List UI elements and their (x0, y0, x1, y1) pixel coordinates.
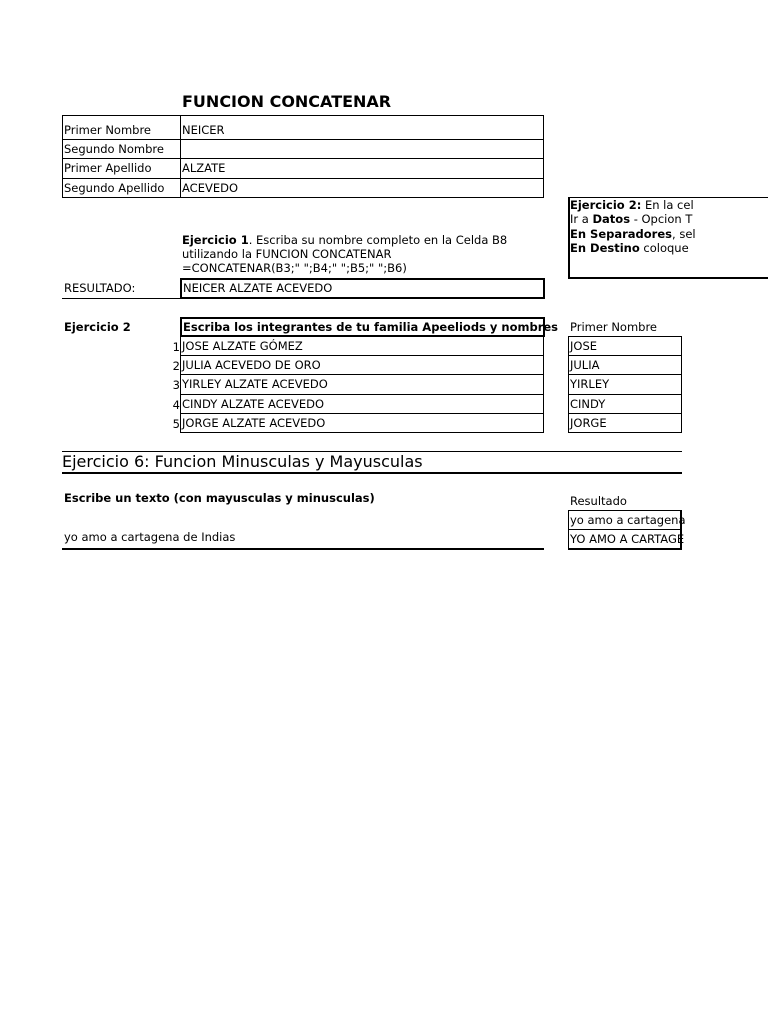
page-title: FUNCION CONCATENAR (182, 92, 392, 111)
ej6-title: Ejercicio 6: Funcion Minusculas y Mayusculas (62, 452, 423, 471)
ej2-note-line3: En Separadores, sel (570, 227, 696, 241)
family-member-4[interactable]: CINDY ALZATE ACEVEDO (182, 397, 325, 411)
field-label-segundo-nombre: Segundo Nombre (64, 142, 164, 156)
ej6-result-upper[interactable]: YO AMO A CARTAGE (570, 532, 685, 546)
row-number: 4 (172, 398, 180, 412)
ej6-result-label: Resultado (570, 494, 627, 508)
family-member-2[interactable]: JULIA ACEVEDO DE ORO (182, 358, 321, 372)
row-number: 5 (172, 417, 180, 431)
result-label: RESULTADO: (64, 281, 136, 295)
family-member-3[interactable]: YIRLEY ALZATE ACEVEDO (182, 377, 328, 391)
family-member-5[interactable]: JORGE ALZATE ACEVEDO (182, 416, 326, 430)
row-number: 1 (172, 340, 180, 354)
ej6-prompt: Escribe un texto (con mayusculas y minusculas) (64, 491, 375, 505)
first-name-3[interactable]: YIRLEY (570, 377, 610, 391)
first-name-5[interactable]: JORGE (570, 416, 607, 430)
ej2-note-line2: Ir a Datos - Opcion T (570, 212, 693, 226)
first-name-1[interactable]: JOSE (570, 339, 598, 353)
field-value-primer-nombre[interactable]: NEICER (182, 123, 225, 137)
first-name-4[interactable]: CINDY (570, 397, 606, 411)
ej1-instruction-line1: Ejercicio 1. Escriba su nombre completo en la Celda B8 (182, 233, 508, 247)
first-name-2[interactable]: JULIA (570, 358, 600, 372)
ej2-note-line1: Ejercicio 2: En la cel (570, 198, 694, 212)
row-number: 3 (172, 378, 180, 392)
family-member-1[interactable]: JOSE ALZATE GÓMEZ (182, 339, 303, 353)
ej6-input-text[interactable]: yo amo a cartagena de Indias (64, 530, 236, 544)
ej1-instruction-line2: utilizando la FUNCION CONCATENAR (182, 247, 392, 261)
ej6-input-underline (62, 548, 544, 550)
result-value: NEICER ALZATE ACEVEDO (183, 281, 333, 295)
field-label-primer-apellido: Primer Apellido (64, 161, 152, 175)
ej2-label: Ejercicio 2 (64, 320, 131, 334)
ej2-note-line4: En Destino coloque (570, 241, 689, 255)
field-value-primer-apellido[interactable]: ALZATE (182, 161, 226, 175)
field-label-primer-nombre: Primer Nombre (64, 123, 152, 137)
field-value-segundo-apellido[interactable]: ACEVEDO (182, 181, 239, 195)
field-label-segundo-apellido: Segundo Apellido (64, 181, 165, 195)
ej2-header: Escriba los integrantes de tu familia Apeeliods y nombres (183, 320, 559, 334)
row-number: 2 (172, 359, 180, 373)
ej1-formula: =CONCATENAR(B3;" ";B4;" ";B5;" ";B6) (182, 261, 407, 275)
side-header: Primer Nombre (570, 320, 658, 334)
ej6-result-lower[interactable]: yo amo a cartagena (570, 513, 686, 527)
